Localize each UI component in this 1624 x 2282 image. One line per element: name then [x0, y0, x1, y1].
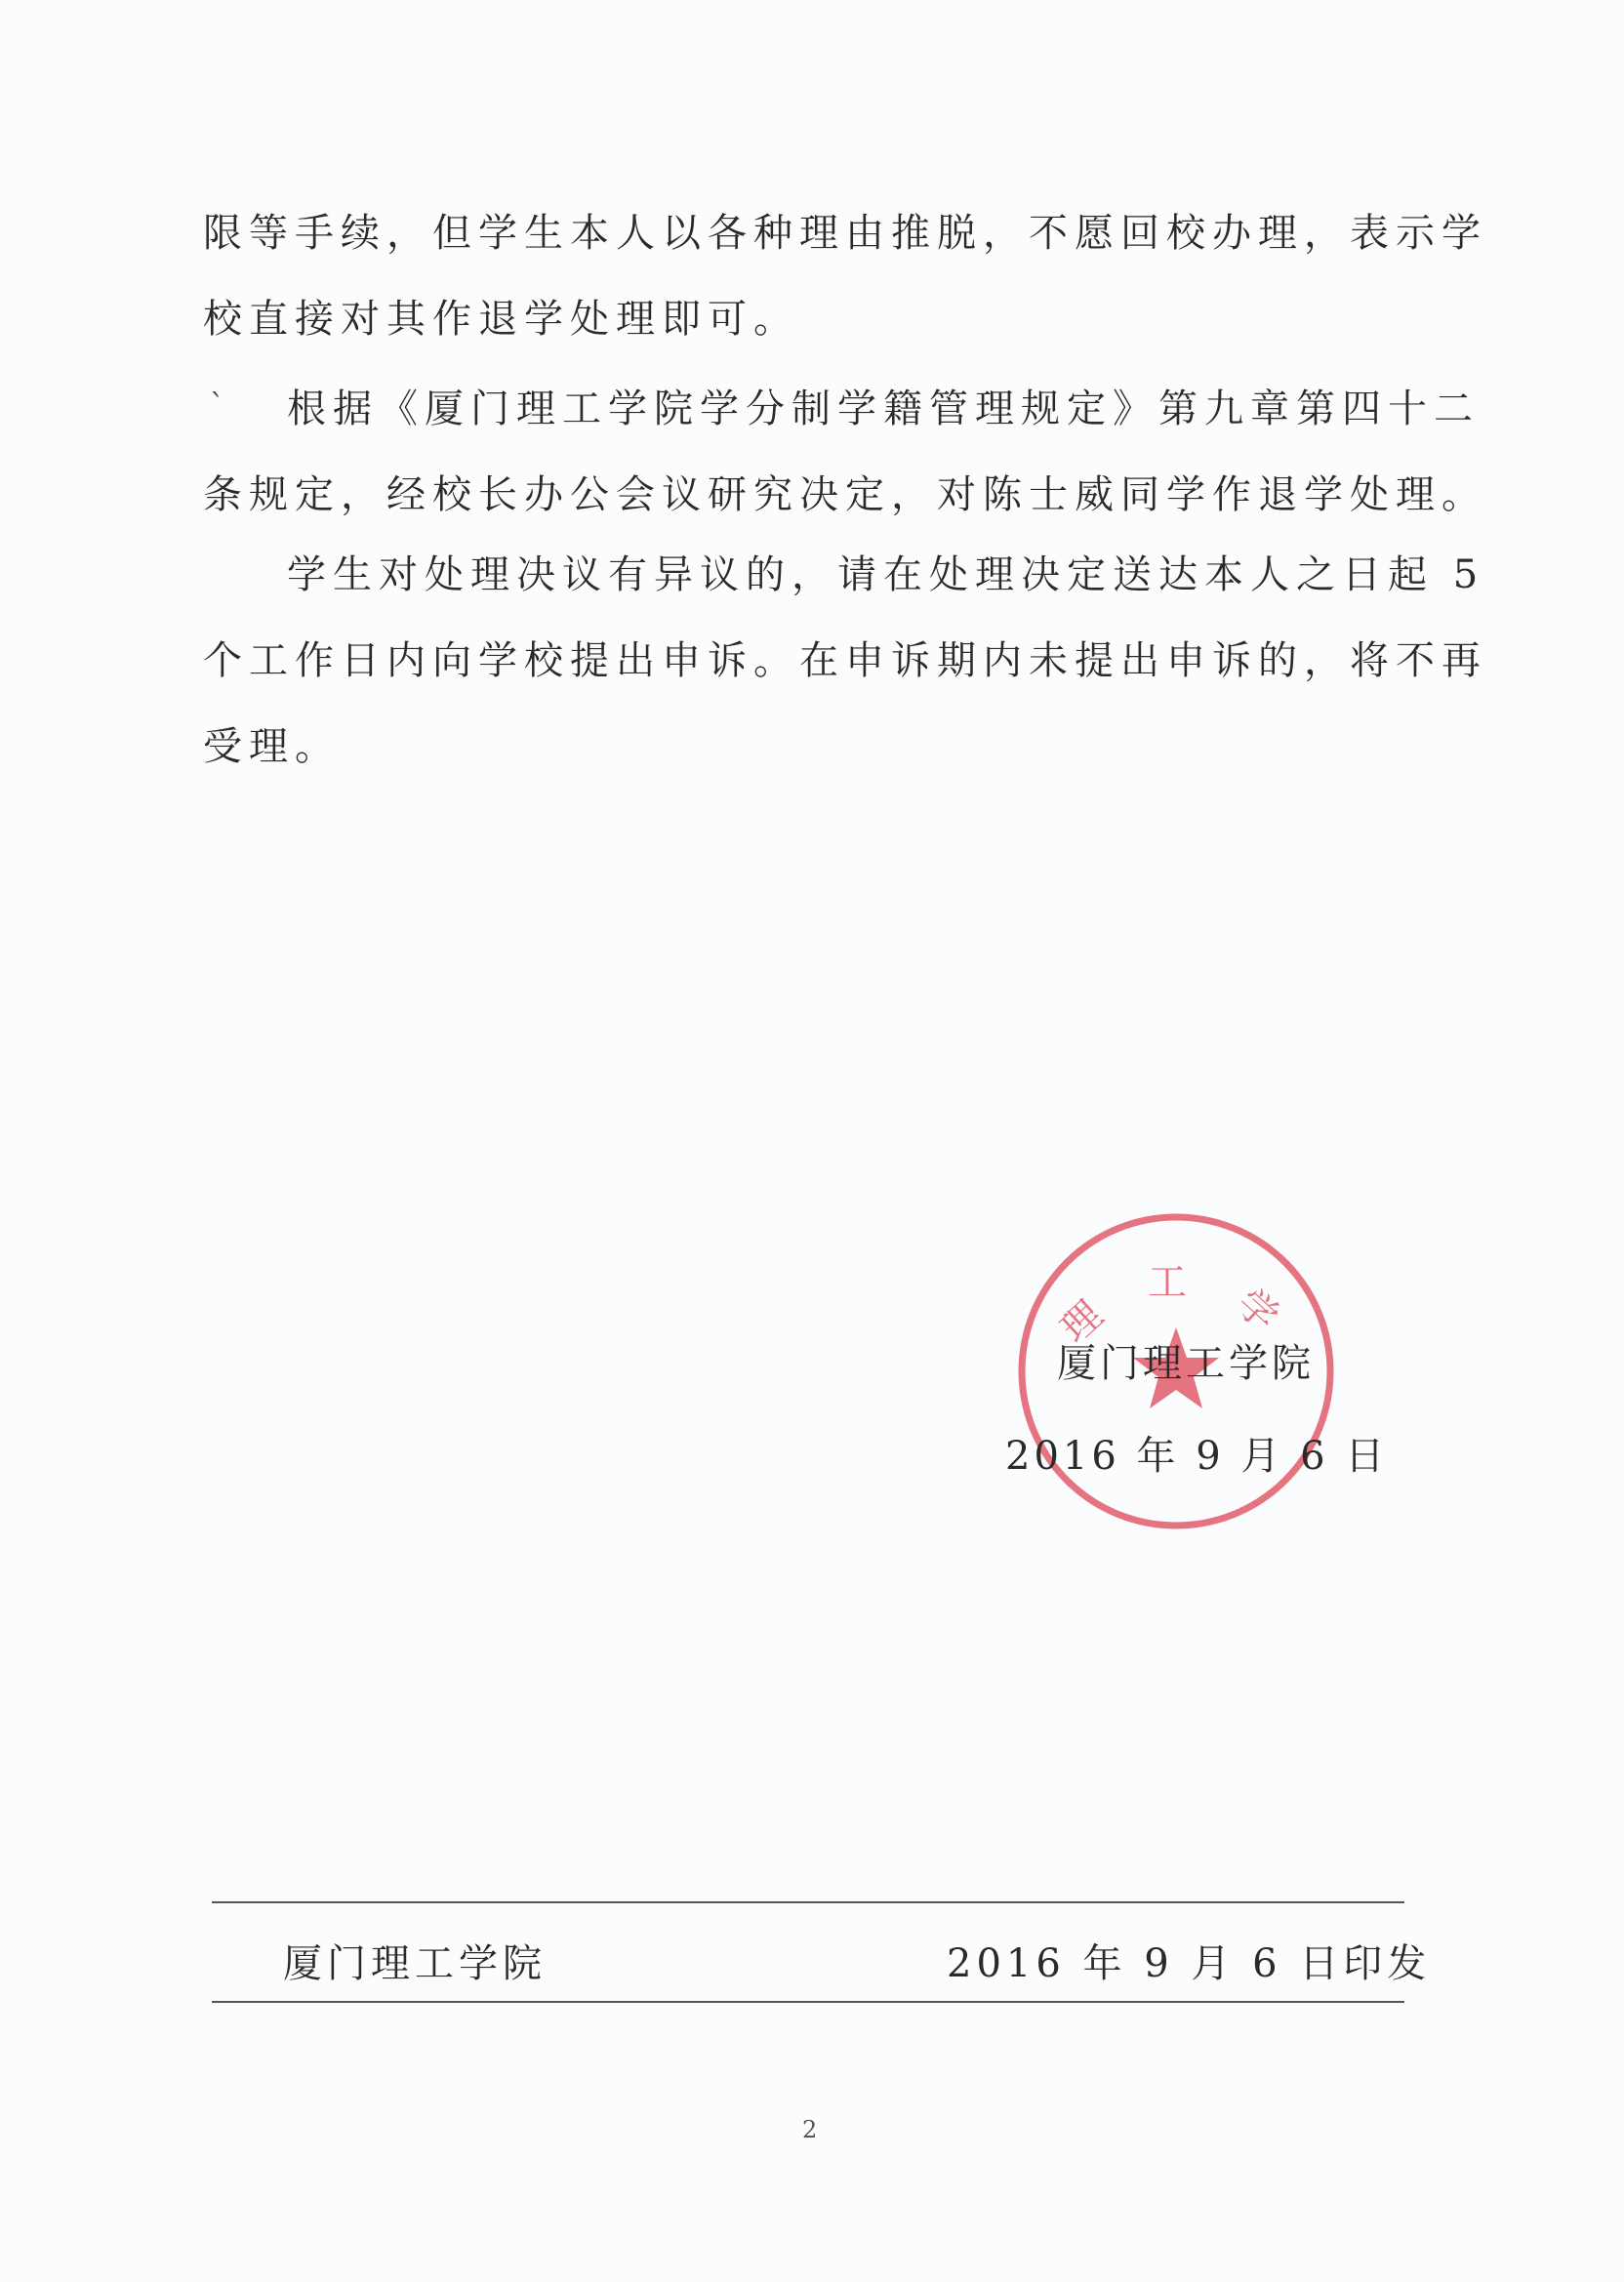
body-paragraph-2	[203, 366, 1487, 538]
page-number: 2	[802, 2116, 818, 2143]
body-line: 条规定，经校长办公会议研究决定，对陈士威同学作退学处理。	[203, 472, 1487, 517]
body-line: 学生对处理决议有异议的，请在处理决定送达本人之日起 5	[287, 552, 1485, 597]
seal-text: 理 工 学	[1052, 1259, 1300, 1353]
body-line: 校直接对其作退学处理即可。	[203, 297, 799, 342]
body-line: 受理。	[203, 724, 341, 769]
body-line: 限等手续，但学生本人以各种理由推脱，不愿回校办理，表示学	[203, 211, 1487, 256]
signature-issuer: 厦门理工学院	[1057, 1341, 1315, 1386]
stray-mark: ˋ	[210, 388, 224, 423]
footer-date-issued: 2016 年 9 月 6 日印发	[947, 1941, 1432, 1986]
footer-rule-bottom	[212, 2001, 1404, 2003]
footer-issuer: 厦门理工学院	[283, 1941, 547, 1986]
body-line: 根据《厦门理工学院学分制学籍管理规定》第九章第四十二	[287, 387, 1480, 431]
body-line: 个工作日内向学校提出申诉。在申诉期内未提出申诉的，将不再	[203, 638, 1487, 683]
footer-rule-top	[212, 1901, 1404, 1903]
body-paragraph-3	[203, 532, 1487, 790]
body-paragraph-1	[203, 190, 1487, 362]
signature-date: 2016 年 9 月 6 日	[1005, 1434, 1389, 1479]
